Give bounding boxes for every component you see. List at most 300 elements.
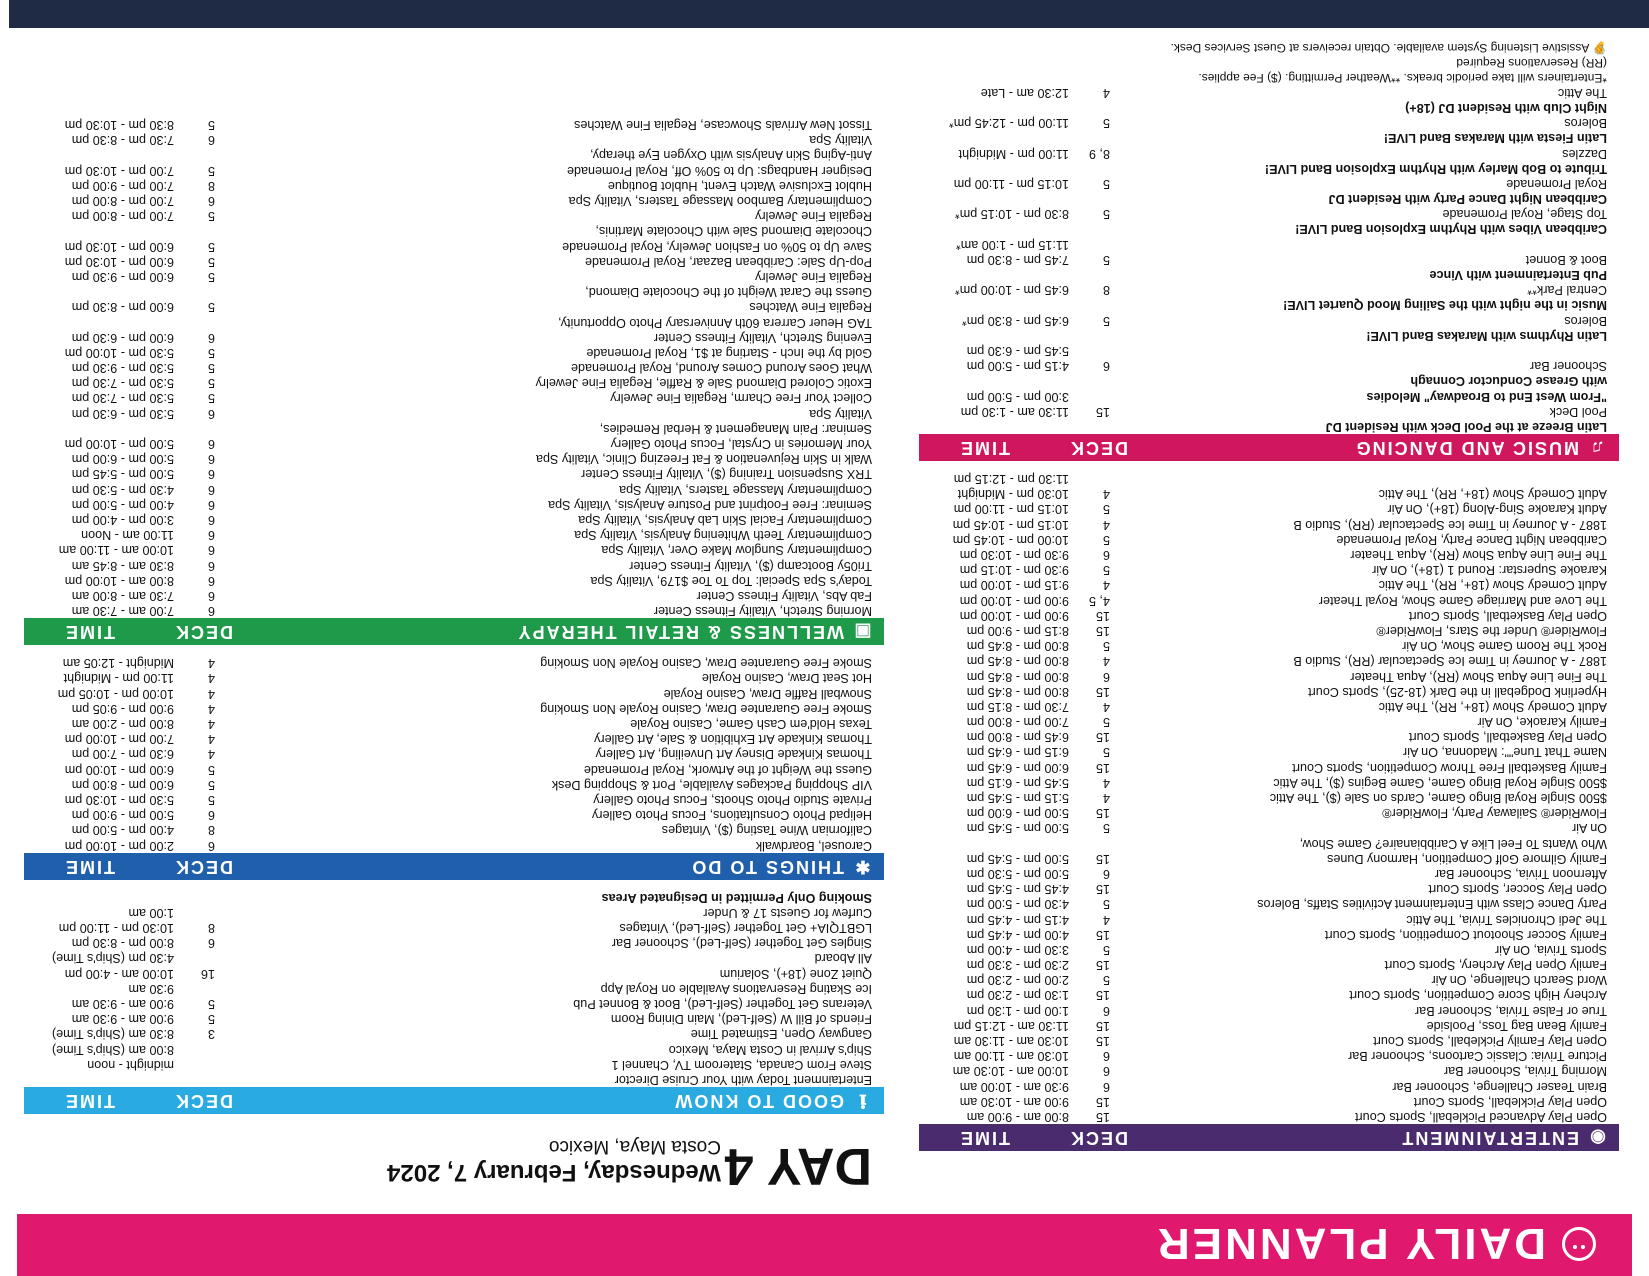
- schedule-row: [919, 237, 1619, 252]
- event-deck: 4: [207, 701, 215, 716]
- event-name: Smoking Only Permitted in Designated Areas: [601, 890, 872, 905]
- event-name: Friends of Bill W (Self-Led), Main Dining Room: [610, 1012, 872, 1027]
- event-name: Gangway Open, Estimated Time: [690, 1027, 872, 1042]
- music-note-icon: ♫: [1589, 437, 1605, 458]
- event-name: Schooner Bar: [1529, 359, 1607, 374]
- schedule-row: [24, 117, 884, 132]
- event-time: 5:45 pm - 6:15 pm: [966, 775, 1069, 790]
- schedule-row: [919, 419, 1619, 434]
- event-deck: 8: [1102, 283, 1110, 298]
- event-time: 5:30 pm - 7:30 pm: [71, 391, 174, 406]
- event-deck: 6: [1102, 1079, 1110, 1094]
- schedule-row: [919, 358, 1619, 373]
- schedule-row: [919, 517, 1619, 532]
- event-time: 2:00 pm - 10:00 pm: [64, 838, 174, 853]
- event-name: Singles Get Together (Self-Led), Schooner Bar: [611, 936, 872, 951]
- event-time: 4:00 pm - 5:00 pm: [71, 497, 174, 512]
- schedule-row: [24, 512, 884, 527]
- event-name: What Goes Around Comes Around, Royal Promenade: [570, 361, 872, 376]
- shopping-bag-icon: ▣: [852, 622, 872, 643]
- event-time: 8:30 am (Ship's Time): [51, 1027, 174, 1042]
- event-name: Word Search Challenge, On Air: [1431, 973, 1607, 988]
- event-name: FlowRider® Under the Stars, FlowRider®: [1376, 624, 1607, 638]
- event-deck: 6: [207, 406, 215, 421]
- schedule-row: [24, 890, 884, 905]
- event-name: Open Play Basketball, Sports Court: [1408, 608, 1607, 623]
- event-time: 1:00 pm - 1:30 pm: [966, 1003, 1069, 1018]
- schedule-row: [919, 547, 1619, 562]
- event-name: Regalia Fine Jewelry: [755, 209, 872, 224]
- event-name: Top Stage, Royal Promenade: [1442, 207, 1607, 222]
- schedule-row: [919, 638, 1619, 653]
- event-time: 4:00 pm - 4:45 pm: [966, 927, 1069, 942]
- event-name: Smoke Free Guarantee Draw, Casino Royale Non Smoking: [540, 701, 872, 716]
- event-name: $500 Single Royal Bingo Game, Game Begins ($), The Attic: [1273, 775, 1607, 790]
- event-time: 3:00 pm - 4:00 pm: [71, 513, 174, 527]
- schedule-row: [919, 176, 1619, 191]
- event-time: 5:00 pm - 5:30 pm: [966, 867, 1069, 881]
- event-time: 7:30 pm - 8:15 pm: [966, 699, 1069, 714]
- event-time: 7:00 pm - 10:00 pm: [64, 732, 174, 747]
- event-name: FlowRider® Sailaway Party, FlowRider®: [1382, 806, 1607, 821]
- schedule-row: [919, 252, 1619, 267]
- event-deck: 5: [1102, 313, 1110, 328]
- event-time: 3:00 pm - 5:00 pm: [966, 389, 1069, 404]
- event-time: 11:30 pm - 12:15 pm: [953, 472, 1069, 487]
- event-name: Ship's Arrival in Costa Maya, Mexico: [668, 1042, 872, 1057]
- event-deck: 15: [1095, 882, 1110, 897]
- schedule-row: [919, 744, 1619, 759]
- event-time: 6:00 pm - 6:30 pm: [71, 330, 174, 345]
- event-deck: 4: [207, 747, 215, 762]
- event-deck: 15: [1095, 1094, 1110, 1109]
- event-time: 6:30 pm - 7:00 pm: [71, 747, 174, 762]
- event-name: Complimentary Teeth Whitening Analysis, Vitality Spa: [574, 528, 872, 543]
- event-name: Latin Fiesta with Marakas Band LIVE!: [1383, 131, 1607, 146]
- event-name: Family Bean Bag Toss, Poolside: [1426, 1018, 1607, 1033]
- event-time: 8:00 pm - 8:45 pm: [966, 654, 1069, 669]
- event-time: 5:30 pm - 10:00 pm: [64, 345, 174, 360]
- schedule-row: [24, 1072, 884, 1087]
- event-name: Chocolate Diamond Sale with Chocolate Martinis,: [595, 224, 872, 239]
- schedule-row: [919, 729, 1619, 744]
- event-name: Name That Tune"": Madonna, On Air: [1402, 745, 1607, 760]
- event-time: 5:45 pm - 6:30 pm: [966, 344, 1069, 358]
- schedule-row: [919, 145, 1619, 160]
- event-time: 7:45 pm - 8:30 pm: [966, 252, 1069, 267]
- planner-title: DAILY PLANNER: [1154, 1219, 1546, 1268]
- event-deck: 15: [1095, 806, 1110, 821]
- event-deck: 5: [1102, 116, 1110, 131]
- schedule-row: [24, 314, 884, 329]
- event-time: 10:30 pm - 11:00 pm: [58, 921, 174, 936]
- event-time: 10:00 am - 4:00 pm: [64, 966, 174, 981]
- event-name: Curfew for Guests 17 & Under: [703, 905, 872, 920]
- event-time: 5:00 pm - 10:00 pm: [64, 437, 174, 452]
- event-time: 10:15 pm - 11:00 pm: [953, 176, 1069, 191]
- schedule-row: [24, 360, 884, 375]
- event-time: 2:30 pm - 3:30 pm: [966, 958, 1069, 973]
- music-list: [919, 85, 1619, 434]
- event-time: 10:00 am - 11:00 am: [58, 543, 174, 558]
- event-deck: 15: [1095, 608, 1110, 623]
- event-deck: 8: [207, 178, 215, 193]
- event-deck: 5: [207, 376, 215, 391]
- event-name: Hublot Exclusive Watch Event, Hublot Boutique: [607, 178, 872, 193]
- schedule-row: [919, 191, 1619, 206]
- event-name: Guess the Carat Weight of the Chocolate Diamond,: [585, 285, 872, 300]
- event-name: Californian Wine Tasting ($), Vintages: [661, 823, 872, 838]
- event-time: 6:00 pm - 8:30 pm: [71, 300, 174, 315]
- schedule-row: [919, 805, 1619, 820]
- event-time: 6:45 pm - 8:30 pm*: [961, 313, 1069, 328]
- event-time: 8:00 pm - 8:45 pm: [966, 684, 1069, 699]
- schedule-row: [919, 562, 1619, 577]
- schedule-row: [919, 1063, 1619, 1078]
- event-time: 11:30 am - 12:15 pm: [953, 1018, 1069, 1033]
- event-name: Guess the Weight of the Artwork, Royal Promenade: [583, 762, 872, 777]
- event-time: 6:00 pm - 9:30 pm: [71, 270, 174, 284]
- event-name: $500 Single Royal Bingo Game, Cards on Sale ($), The Attic: [1269, 791, 1607, 806]
- event-time: 10:30 am - 11:00 am: [953, 1049, 1069, 1064]
- event-deck: 5: [1102, 942, 1110, 957]
- event-time: 3:30 pm - 4:00 pm: [966, 942, 1069, 957]
- event-name: Vitality Spa: [809, 133, 872, 148]
- event-deck: 5: [1102, 715, 1110, 730]
- schedule-row: [919, 911, 1619, 926]
- schedule-row: [24, 573, 884, 588]
- schedule-row: [919, 85, 1619, 100]
- event-deck: 4: [207, 671, 215, 686]
- event-deck: 5: [207, 209, 215, 224]
- schedule-row: [919, 115, 1619, 130]
- event-time: 7:00 am - 7:30 am: [71, 604, 174, 619]
- event-time: 6:00 pm - 10:00 pm: [64, 762, 174, 777]
- event-name: TRX Suspension Training ($), Vitality Fitness Center: [581, 467, 872, 482]
- event-deck: 6: [1102, 1049, 1110, 1064]
- schedule-row: [24, 716, 884, 731]
- event-name: Quiet Zone (18+), Solarium: [719, 966, 872, 981]
- event-name: Brain Teaser Challenge, Schooner Bar: [1392, 1079, 1607, 1094]
- schedule-row: [919, 592, 1619, 607]
- event-name: The Jedi Chronicles Trivia, The Attic: [1406, 912, 1607, 927]
- star-icon: ✱: [853, 856, 871, 877]
- schedule-row: [919, 1094, 1619, 1109]
- schedule-row: [24, 390, 884, 405]
- event-deck: 6: [1102, 359, 1110, 374]
- event-name: Collect Your Free Charm, Regalia Fine Jewelry: [610, 391, 872, 406]
- event-name: Latin Rhythms with Marakas Band LIVE!: [1366, 328, 1607, 343]
- schedule-row: [24, 208, 884, 223]
- event-deck: 5: [1102, 563, 1110, 578]
- event-deck: 15: [1095, 958, 1110, 973]
- schedule-row: [919, 608, 1619, 623]
- schedule-row: [919, 714, 1619, 729]
- schedule-row: [919, 760, 1619, 775]
- event-deck: 4: [1102, 775, 1110, 790]
- event-deck: 5: [1102, 973, 1110, 988]
- event-deck: 6: [207, 497, 215, 512]
- schedule-row: [24, 655, 884, 670]
- schedule-row: [24, 178, 884, 193]
- event-deck: 4: [1102, 487, 1110, 502]
- schedule-row: [24, 238, 884, 253]
- event-deck: 5: [207, 777, 215, 792]
- event-deck: 16: [200, 966, 215, 981]
- event-name: Hyperlink Dodgeball in the Dark (18-25), Sports Court: [1308, 684, 1607, 699]
- schedule-row: [24, 375, 884, 390]
- event-time: 4:00 pm - 5:00 pm: [71, 823, 174, 838]
- event-time: 12:30 am - Late: [980, 85, 1069, 100]
- things-to-do-header: ✱ THINGS TO DO DECK TIME: [24, 853, 884, 880]
- event-time: 8:30 am - 8:45 am: [71, 558, 174, 573]
- event-deck: 6: [207, 482, 215, 497]
- schedule-row: [919, 312, 1619, 327]
- schedule-row: [24, 436, 884, 451]
- schedule-row: [919, 790, 1619, 805]
- schedule-row: [919, 896, 1619, 911]
- event-deck: 5: [1102, 821, 1110, 836]
- schedule-row: [24, 330, 884, 345]
- header-banner: [17, 1214, 1632, 1276]
- event-deck: 4: [207, 656, 215, 671]
- event-deck: 5: [1102, 502, 1110, 517]
- event-time: 10:30 am - 11:30 am: [953, 1034, 1069, 1049]
- event-time: 9:00 am - 10:30 am: [959, 1094, 1069, 1109]
- schedule-row: [919, 130, 1619, 145]
- event-name: Family Open Play Archery, Sports Court: [1384, 958, 1607, 973]
- event-time: 5:00 pm - 5:45 pm: [71, 467, 174, 482]
- event-deck: 5: [207, 270, 215, 284]
- right-column: [24, 117, 884, 1206]
- event-deck: 5: [207, 997, 215, 1012]
- event-name: True or False Trivia, Schooner Bar: [1414, 1003, 1607, 1018]
- event-time: 7:00 pm - 8:00 pm: [71, 209, 174, 224]
- schedule-row: [24, 981, 884, 996]
- event-deck: 15: [1095, 404, 1110, 419]
- schedule-row: [24, 193, 884, 208]
- event-name: Exotic Colored Diamond Sale & Raffle, Regalia Fine Jewelry: [535, 376, 872, 391]
- event-deck: 5: [1102, 252, 1110, 267]
- schedule-row: [24, 920, 884, 935]
- event-time: 6:00 pm - 10:30 pm: [64, 254, 174, 269]
- event-deck: 8: [207, 823, 215, 838]
- event-deck: 4: [1102, 654, 1110, 669]
- event-time: 4:15 pm - 4:45 pm: [966, 912, 1069, 927]
- event-time: 7:00 pm - 9:00 pm: [71, 178, 174, 193]
- day-date: Wednesday, February 7, 2024: [387, 1159, 721, 1186]
- event-name: The Fine Line Aqua Show (RR), Aqua Theater: [1350, 669, 1607, 684]
- event-deck: 4: [207, 732, 215, 747]
- event-deck: 6: [1102, 1064, 1110, 1079]
- event-deck: 4: [1102, 578, 1110, 593]
- event-name: Regalia Fine Watches: [749, 300, 872, 315]
- schedule-row: [24, 147, 884, 162]
- event-name: Gold by the Inch - Starting at $1, Royal Promenade: [586, 345, 872, 360]
- event-time: 1:00 am: [128, 905, 174, 920]
- event-name: Seminar: Free Footprint and Posture Analysis, Vitality Spa: [548, 497, 872, 512]
- event-name: Save Up to 50% on Fashion Jewelry, Royal Promenade: [562, 239, 872, 254]
- event-time: 7:00 pm - 8:00 pm: [71, 194, 174, 209]
- schedule-row: [919, 532, 1619, 547]
- schedule-row: [24, 603, 884, 618]
- schedule-row: [24, 761, 884, 776]
- event-deck: 6: [207, 838, 215, 853]
- event-name: Family Soccer Shootout Competition, Sports Court: [1324, 927, 1607, 942]
- event-name: Entertainment Today with Your Cruise Director: [614, 1073, 872, 1087]
- event-time: 10:15 pm - 11:00 pm: [953, 502, 1069, 517]
- schedule-row: [919, 881, 1619, 896]
- event-time: 8:00 am (Ship's Time): [51, 1042, 174, 1057]
- schedule-row: [919, 623, 1619, 638]
- schedule-row: [919, 957, 1619, 972]
- event-name: The Love and Marriage Game Show, Royal Theater: [1318, 593, 1607, 608]
- event-time: 11:00 pm - Midnight: [63, 671, 174, 686]
- event-deck: 6: [207, 808, 215, 823]
- event-time: 8:15 pm - 9:00 pm: [966, 624, 1069, 638]
- event-time: 8:00 pm - 8:30 pm: [71, 936, 174, 951]
- schedule-row: [24, 1057, 884, 1072]
- event-name: Tissot New Arrivals Showcase, Regalia Fine Watches: [574, 118, 872, 133]
- event-name: Seminar: Pain Management & Herbal Remedies,: [599, 421, 872, 436]
- event-deck: 4: [1102, 699, 1110, 714]
- schedule-row: [24, 837, 884, 852]
- event-name: On Air: [1572, 821, 1607, 836]
- schedule-row: [919, 653, 1619, 668]
- schedule-row: [24, 686, 884, 701]
- event-deck: 3: [207, 1027, 215, 1042]
- music-header: ♫ MUSIC AND DANCING DECK TIME: [919, 434, 1619, 461]
- event-time: 9:00 pm - 9:05 pm: [71, 701, 174, 716]
- event-time: 6:00 pm - 10:30 pm: [64, 239, 174, 254]
- event-time: 10:00 am - 10:30 am: [952, 1064, 1069, 1079]
- event-name: The Attic: [1558, 85, 1607, 100]
- event-name: Regalia Fine Jewelry: [755, 270, 872, 284]
- schedule-row: [919, 668, 1619, 683]
- event-name: Morning Trivia, Schooner Bar: [1443, 1064, 1607, 1079]
- schedule-row: [24, 466, 884, 481]
- event-time: 9:30 am - 10:00 am: [959, 1079, 1069, 1094]
- event-time: 11:30 am - 1:30 pm: [960, 404, 1069, 419]
- event-time: 10:15 pm - 10:45 pm: [952, 517, 1069, 532]
- event-name: Complimentary Sunglow Make Over, Vitality Spa: [601, 543, 872, 558]
- schedule-row: [919, 1033, 1619, 1048]
- event-name: Helipad Photo Consultations, Focus Photo Gallery: [591, 808, 872, 823]
- smiley-icon: [1562, 1227, 1596, 1261]
- event-time: 7:30 am - 8:00 am: [71, 588, 174, 603]
- wellness-list: [24, 117, 884, 618]
- event-deck: 6: [207, 194, 215, 209]
- schedule-row: [24, 950, 884, 965]
- day-location: Costa Maya, Mexico: [548, 1136, 721, 1157]
- event-deck: 6: [1102, 548, 1110, 563]
- schedule-row: [24, 269, 884, 284]
- event-time: 4:30 pm - 5:30 pm: [71, 482, 174, 497]
- schedule-row: [24, 163, 884, 178]
- wellness-header: ▣ WELLNESS & RETAIL THERAPY DECK TIME: [24, 618, 884, 645]
- event-deck: 5: [1102, 176, 1110, 191]
- event-deck: 5: [207, 239, 215, 254]
- event-deck: 6: [207, 528, 215, 543]
- event-name: Anti-Aging Skin Analysis with Oxygen Eye therapy,: [590, 148, 872, 163]
- event-deck: 15: [1095, 730, 1110, 745]
- schedule-row: [919, 328, 1619, 343]
- left-column: [919, 40, 1619, 1206]
- event-name: Steve From Canada, Stateroom TV, Channel 1: [611, 1057, 872, 1072]
- event-name: Music in the night with the Sailing Mood Quartet LIVE!: [1283, 298, 1607, 313]
- schedule-row: [24, 905, 884, 920]
- event-name: Carousel, Boardwalk: [755, 838, 872, 853]
- ear-icon: 🦻: [1592, 40, 1607, 55]
- event-name: Walk in Skin Rejuvenation & Fat Freezing Clinic, Vitality Spa: [536, 452, 872, 467]
- event-name: Karaoke Superstar: Round 1 (18+), On Air: [1372, 563, 1607, 578]
- day-box: [24, 1114, 884, 1206]
- event-deck: 15: [1095, 927, 1110, 942]
- event-time: 5:15 pm - 5:45 pm: [966, 791, 1069, 806]
- schedule-row: [24, 527, 884, 542]
- event-name: Designer Handbags: Up to 50% Off, Royal Promenade: [567, 163, 872, 178]
- good-to-know-list: [24, 890, 884, 1087]
- event-name: Tri05y Bootcamp ($), Vitality Fitness Center: [629, 558, 872, 573]
- event-time: Midnight - 12:05 am: [62, 656, 174, 671]
- event-deck: 5: [207, 793, 215, 807]
- event-name: Afternoon Trivia, Schooner Bar: [1434, 867, 1607, 881]
- info-icon: ℹ: [857, 1091, 867, 1111]
- event-deck: 8, 9: [1088, 146, 1110, 161]
- event-name: Adult Comedy Show (18+, RR), The Attic: [1378, 699, 1607, 714]
- footnote-breaks: *Entertainers will take periodic breaks. **Weather Permitting. ($) Fee applies.: [1198, 70, 1607, 85]
- event-time: 9:30 am: [128, 981, 174, 996]
- event-time: 10:00 pm - 10:05 pm: [57, 686, 174, 701]
- schedule-row: [919, 373, 1619, 388]
- event-name: Caribbean Vibes with Rhythm Explosion Band LIVE!: [1295, 222, 1607, 237]
- event-time: 9:00 am - 9:30 am: [71, 997, 174, 1012]
- event-deck: 6: [1102, 867, 1110, 881]
- schedule-row: [24, 670, 884, 685]
- event-name: All Aboard: [814, 951, 872, 966]
- event-time: 7:00 pm - 8:00 pm: [966, 715, 1069, 730]
- schedule-row: [919, 820, 1619, 835]
- things-to-do-list: [24, 655, 884, 852]
- schedule-row: [919, 404, 1619, 419]
- event-time: 8:00 pm - 8:45 pm: [966, 669, 1069, 684]
- schedule-row: [919, 206, 1619, 221]
- event-name: Complimentary Facial Skin Lab Analysis, Vitality Spa: [578, 513, 872, 527]
- event-time: 6:15 pm - 6:45 pm: [966, 745, 1069, 760]
- event-name: Open Play Basketball, Sports Court: [1408, 730, 1607, 745]
- event-time: 5:30 pm - 7:30 pm: [71, 376, 174, 391]
- event-deck: 6: [207, 558, 215, 573]
- event-deck: 4: [207, 717, 215, 732]
- event-time: 2:00 pm - 2:30 pm: [966, 973, 1069, 988]
- schedule-row: [919, 267, 1619, 282]
- schedule-row: [24, 542, 884, 557]
- event-deck: 4: [1102, 791, 1110, 806]
- event-time: 6:00 pm - 6:45 pm: [966, 760, 1069, 775]
- event-time: 9:15 pm - 10:00 pm: [959, 578, 1069, 593]
- event-deck: 6: [207, 467, 215, 482]
- schedule-row: [24, 132, 884, 147]
- event-deck: 5: [207, 391, 215, 406]
- schedule-row: [919, 221, 1619, 236]
- event-time: midnight - noon: [87, 1057, 174, 1072]
- schedule-row: [919, 972, 1619, 987]
- ticket-icon: ◉: [1588, 1128, 1606, 1148]
- event-deck: 5: [207, 300, 215, 315]
- event-name: Caribbean Night Dance Party, Royal Promenade: [1336, 532, 1607, 547]
- schedule-row: [919, 942, 1619, 957]
- event-name: Sports Trivia, On Air: [1495, 942, 1607, 957]
